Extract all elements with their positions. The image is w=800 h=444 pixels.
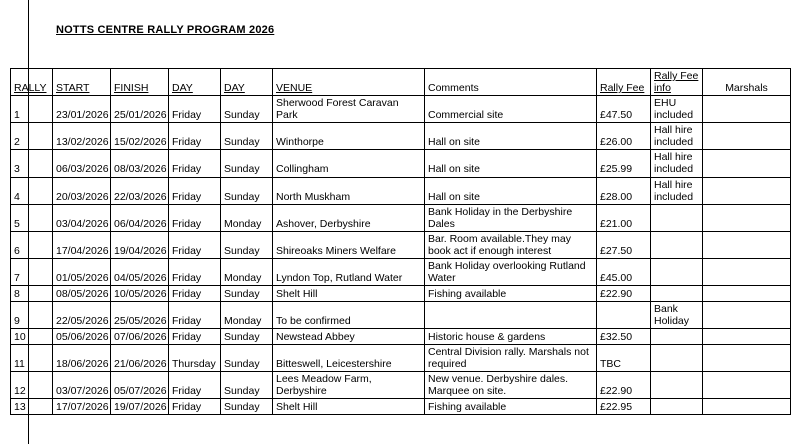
cell-comments: Commercial site <box>425 96 597 123</box>
cell-finish: 19/04/2026 <box>111 231 169 258</box>
cell-start: 13/02/2026 <box>53 123 111 150</box>
page-title: NOTTS CENTRE RALLY PROGRAM 2026 <box>56 24 275 36</box>
cell-comments: Bar. Room available.They may book act if enough interest <box>425 231 597 258</box>
cell-day-end: Monday <box>221 258 273 285</box>
cell-finish: 25/05/2026 <box>111 302 169 329</box>
cell-comments <box>425 302 597 329</box>
cell-comments: Hall on site <box>425 177 597 204</box>
cell-finish: 22/03/2026 <box>111 177 169 204</box>
cell-day-start: Friday <box>169 329 221 345</box>
cell-start: 23/01/2026 <box>53 96 111 123</box>
table-row <box>11 302 791 329</box>
cell-day-end: Sunday <box>221 231 273 258</box>
cell-finish: 21/06/2026 <box>111 345 169 372</box>
cell-rally: 13 <box>11 399 53 415</box>
cell-marshals <box>703 204 791 231</box>
cell-day-end: Sunday <box>221 123 273 150</box>
cell-marshals <box>703 372 791 399</box>
cell-rally: 7 <box>11 258 53 285</box>
cell-start: 20/03/2026 <box>53 177 111 204</box>
cell-finish: 25/01/2026 <box>111 96 169 123</box>
cell-rally-fee: £22.90 <box>597 286 651 302</box>
cell-day-end: Sunday <box>221 286 273 302</box>
cell-marshals <box>703 302 791 329</box>
cell-marshals <box>703 96 791 123</box>
cell-day-start: Thursday <box>169 345 221 372</box>
cell-finish: 07/06/2026 <box>111 329 169 345</box>
cell-rally-fee: £21.00 <box>597 204 651 231</box>
rally-program-table <box>10 68 791 415</box>
cell-marshals <box>703 345 791 372</box>
column-header-rally-fee-info: Rally Fee info <box>651 69 703 96</box>
cell-comments: Central Division rally. Marshals not required <box>425 345 597 372</box>
cell-day-start: Friday <box>169 302 221 329</box>
table-row <box>11 286 791 302</box>
cell-comments: Historic house & gardens <box>425 329 597 345</box>
cell-rally: 6 <box>11 231 53 258</box>
column-header-finish: FINISH <box>111 69 169 96</box>
cell-day-start: Friday <box>169 399 221 415</box>
cell-venue: Lees Meadow Farm, Derbyshire <box>273 372 425 399</box>
cell-comments: Bank Holiday in the Derbyshire Dales <box>425 204 597 231</box>
cell-finish: 19/07/2026 <box>111 399 169 415</box>
cell-rally: 3 <box>11 150 53 177</box>
table-row <box>11 96 791 123</box>
table-row <box>11 345 791 372</box>
cell-rally-fee: TBC <box>597 345 651 372</box>
cell-venue: Collingham <box>273 150 425 177</box>
column-header-day-end: DAY <box>221 69 273 96</box>
cell-venue: Shelt Hill <box>273 286 425 302</box>
cell-comments: Hall on site <box>425 150 597 177</box>
cell-rally-fee-info <box>651 329 703 345</box>
table-row <box>11 231 791 258</box>
cell-rally-fee: £47.50 <box>597 96 651 123</box>
column-header-start: START <box>53 69 111 96</box>
cell-day-start: Friday <box>169 204 221 231</box>
cell-day-start: Friday <box>169 150 221 177</box>
table-body <box>11 96 791 415</box>
table-row <box>11 372 791 399</box>
cell-day-start: Friday <box>169 123 221 150</box>
cell-start: 06/03/2026 <box>53 150 111 177</box>
column-header-marshals: Marshals <box>703 69 791 96</box>
cell-rally-fee: £28.00 <box>597 177 651 204</box>
cell-venue: Shireoaks Miners Welfare <box>273 231 425 258</box>
cell-day-end: Sunday <box>221 150 273 177</box>
cell-start: 05/06/2026 <box>53 329 111 345</box>
cell-rally-fee: £27.50 <box>597 231 651 258</box>
cell-day-end: Sunday <box>221 96 273 123</box>
cell-marshals <box>703 123 791 150</box>
table-row <box>11 258 791 285</box>
cell-rally-fee-info: Hall hire included <box>651 177 703 204</box>
cell-rally: 1 <box>11 96 53 123</box>
cell-day-end: Sunday <box>221 399 273 415</box>
cell-day-start: Friday <box>169 231 221 258</box>
cell-finish: 06/04/2026 <box>111 204 169 231</box>
cell-start: 17/07/2026 <box>53 399 111 415</box>
cell-rally-fee-info <box>651 399 703 415</box>
cell-rally: 2 <box>11 123 53 150</box>
cell-day-start: Friday <box>169 96 221 123</box>
cell-finish: 15/02/2026 <box>111 123 169 150</box>
cell-rally-fee: £22.90 <box>597 372 651 399</box>
cell-marshals <box>703 286 791 302</box>
cell-marshals <box>703 177 791 204</box>
cell-rally-fee-info <box>651 286 703 302</box>
cell-venue: Bitteswell, Leicestershire <box>273 345 425 372</box>
cell-venue: To be confirmed <box>273 302 425 329</box>
cell-venue: Shelt Hill <box>273 399 425 415</box>
column-header-comments: Comments <box>425 69 597 96</box>
cell-rally-fee <box>597 302 651 329</box>
cell-marshals <box>703 150 791 177</box>
cell-rally-fee-info: Hall hire included <box>651 123 703 150</box>
cell-rally: 11 <box>11 345 53 372</box>
cell-marshals <box>703 329 791 345</box>
cell-rally-fee-info <box>651 258 703 285</box>
cell-rally-fee: £26.00 <box>597 123 651 150</box>
cell-day-end: Sunday <box>221 329 273 345</box>
column-header-venue: VENUE <box>273 69 425 96</box>
table-row <box>11 399 791 415</box>
cell-day-end: Sunday <box>221 372 273 399</box>
column-header-rally: RALLY <box>11 69 53 96</box>
cell-venue: Lyndon Top, Rutland Water <box>273 258 425 285</box>
cell-rally-fee-info <box>651 204 703 231</box>
cell-comments: Fishing available <box>425 286 597 302</box>
column-header-rally-fee: Rally Fee <box>597 69 651 96</box>
cell-start: 03/07/2026 <box>53 372 111 399</box>
cell-rally-fee-info <box>651 345 703 372</box>
cell-day-end: Sunday <box>221 345 273 372</box>
cell-comments: Bank Holiday overlooking Rutland Water <box>425 258 597 285</box>
cell-rally-fee: £45.00 <box>597 258 651 285</box>
cell-venue: Sherwood Forest Caravan Park <box>273 96 425 123</box>
cell-rally-fee-info <box>651 231 703 258</box>
cell-rally: 12 <box>11 372 53 399</box>
cell-venue: Newstead Abbey <box>273 329 425 345</box>
cell-comments: New venue. Derbyshire dales. Marquee on site. <box>425 372 597 399</box>
column-header-day-start: DAY <box>169 69 221 96</box>
cell-finish: 05/07/2026 <box>111 372 169 399</box>
cell-day-end: Monday <box>221 302 273 329</box>
cell-day-end: Monday <box>221 204 273 231</box>
cell-start: 22/05/2026 <box>53 302 111 329</box>
cell-day-start: Friday <box>169 258 221 285</box>
cell-rally: 8 <box>11 286 53 302</box>
cell-finish: 08/03/2026 <box>111 150 169 177</box>
cell-marshals <box>703 399 791 415</box>
table-row <box>11 204 791 231</box>
cell-rally: 10 <box>11 329 53 345</box>
cell-finish: 10/05/2026 <box>111 286 169 302</box>
table-row <box>11 150 791 177</box>
cell-start: 17/04/2026 <box>53 231 111 258</box>
cell-rally: 4 <box>11 177 53 204</box>
cell-rally: 5 <box>11 204 53 231</box>
table-row <box>11 177 791 204</box>
cell-start: 01/05/2026 <box>53 258 111 285</box>
cell-rally-fee: £22.95 <box>597 399 651 415</box>
cell-venue: Winthorpe <box>273 123 425 150</box>
cell-comments: Fishing available <box>425 399 597 415</box>
cell-rally-fee-info: Hall hire included <box>651 150 703 177</box>
cell-marshals <box>703 231 791 258</box>
table-row <box>11 123 791 150</box>
cell-finish: 04/05/2026 <box>111 258 169 285</box>
cell-venue: North Muskham <box>273 177 425 204</box>
cell-rally-fee-info: Bank Holiday <box>651 302 703 329</box>
cell-rally-fee: £25.99 <box>597 150 651 177</box>
cell-start: 18/06/2026 <box>53 345 111 372</box>
cell-comments: Hall on site <box>425 123 597 150</box>
cell-start: 08/05/2026 <box>53 286 111 302</box>
cell-rally-fee-info <box>651 372 703 399</box>
table-row <box>11 329 791 345</box>
table-header-row <box>11 69 791 96</box>
cell-day-start: Friday <box>169 372 221 399</box>
cell-rally-fee-info: EHU included <box>651 96 703 123</box>
cell-start: 03/04/2026 <box>53 204 111 231</box>
cell-marshals <box>703 258 791 285</box>
cell-day-end: Sunday <box>221 177 273 204</box>
cell-venue: Ashover, Derbyshire <box>273 204 425 231</box>
cell-day-start: Friday <box>169 177 221 204</box>
cell-rally-fee: £32.50 <box>597 329 651 345</box>
cell-day-start: Friday <box>169 286 221 302</box>
cell-rally: 9 <box>11 302 53 329</box>
